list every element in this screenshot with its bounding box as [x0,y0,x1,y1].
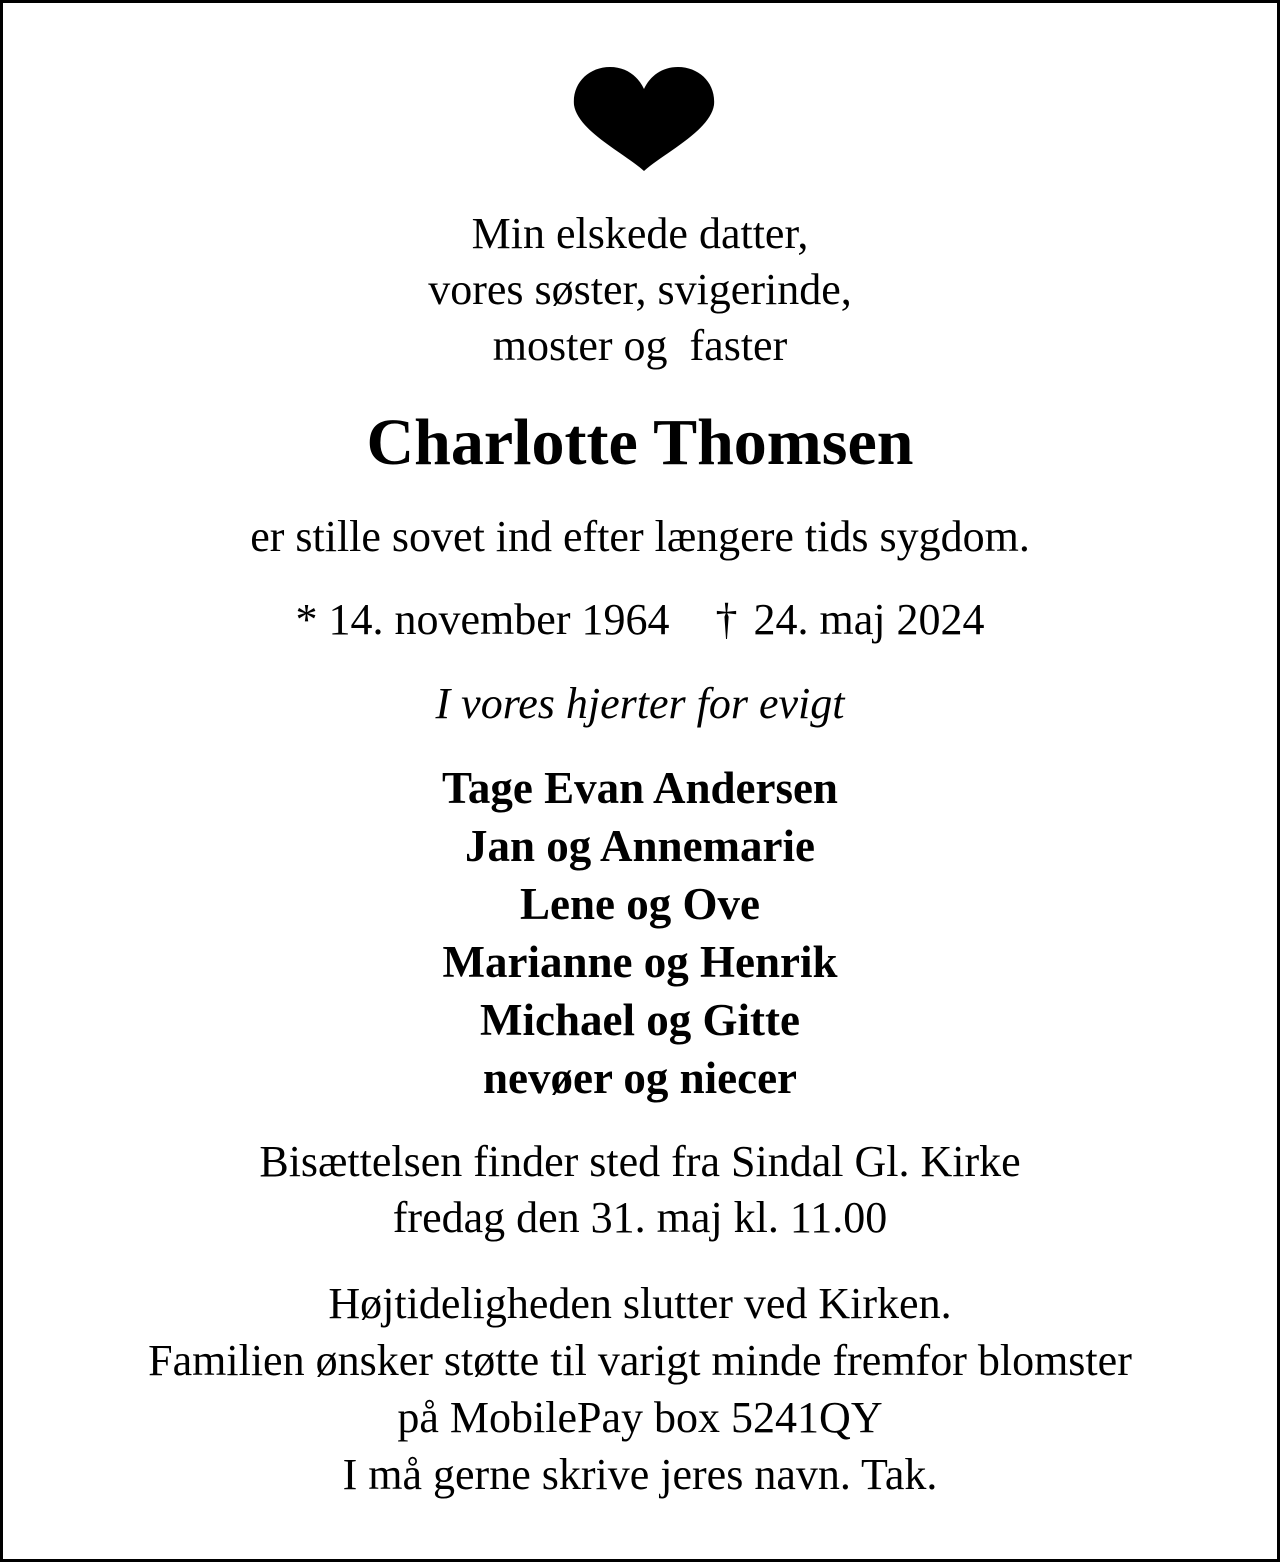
birth-date: 14. november 1964 [328,595,670,644]
intro-line: moster og faster [492,321,788,370]
life-dates [3,595,1277,644]
family-line: Tage Evan Andersen [442,763,838,813]
intro-line: Min elskede datter, [471,209,809,258]
family-line: nevøer og niecer [482,1053,798,1103]
death-symbol: † [715,595,738,644]
birth-symbol: * [295,595,318,644]
motto: I vores hjerter for evigt [435,679,845,728]
funeral-info: fredag den 31. maj kl. 11.00 [392,1193,888,1242]
funeral-info: Bisættelsen finder sted fra Sindal Gl. Kirke [259,1137,1021,1186]
family-line: Marianne og Henrik [442,937,838,987]
deceased-name: Charlotte Thomsen [366,406,914,479]
closing-line: I må gerne skrive jeres navn. Tak. [342,1450,938,1499]
closing-line: på MobilePay box 5241QY [397,1393,883,1442]
death-date: 24. maj 2024 [753,595,985,644]
family-line: Michael og Gitte [480,995,800,1045]
closing-line: Familien ønsker støtte til varigt minde fremfor blomster [148,1336,1132,1385]
heart-icon [572,67,716,171]
intro-line: vores søster, svigerinde, [428,265,852,314]
closing-line: Højtideligheden slutter ved Kirken. [328,1279,952,1328]
passing-text: er stille sovet ind efter længere tids sygdom. [250,512,1030,561]
family-line: Lene og Ove [520,879,760,929]
family-line: Jan og Annemarie [464,821,815,871]
